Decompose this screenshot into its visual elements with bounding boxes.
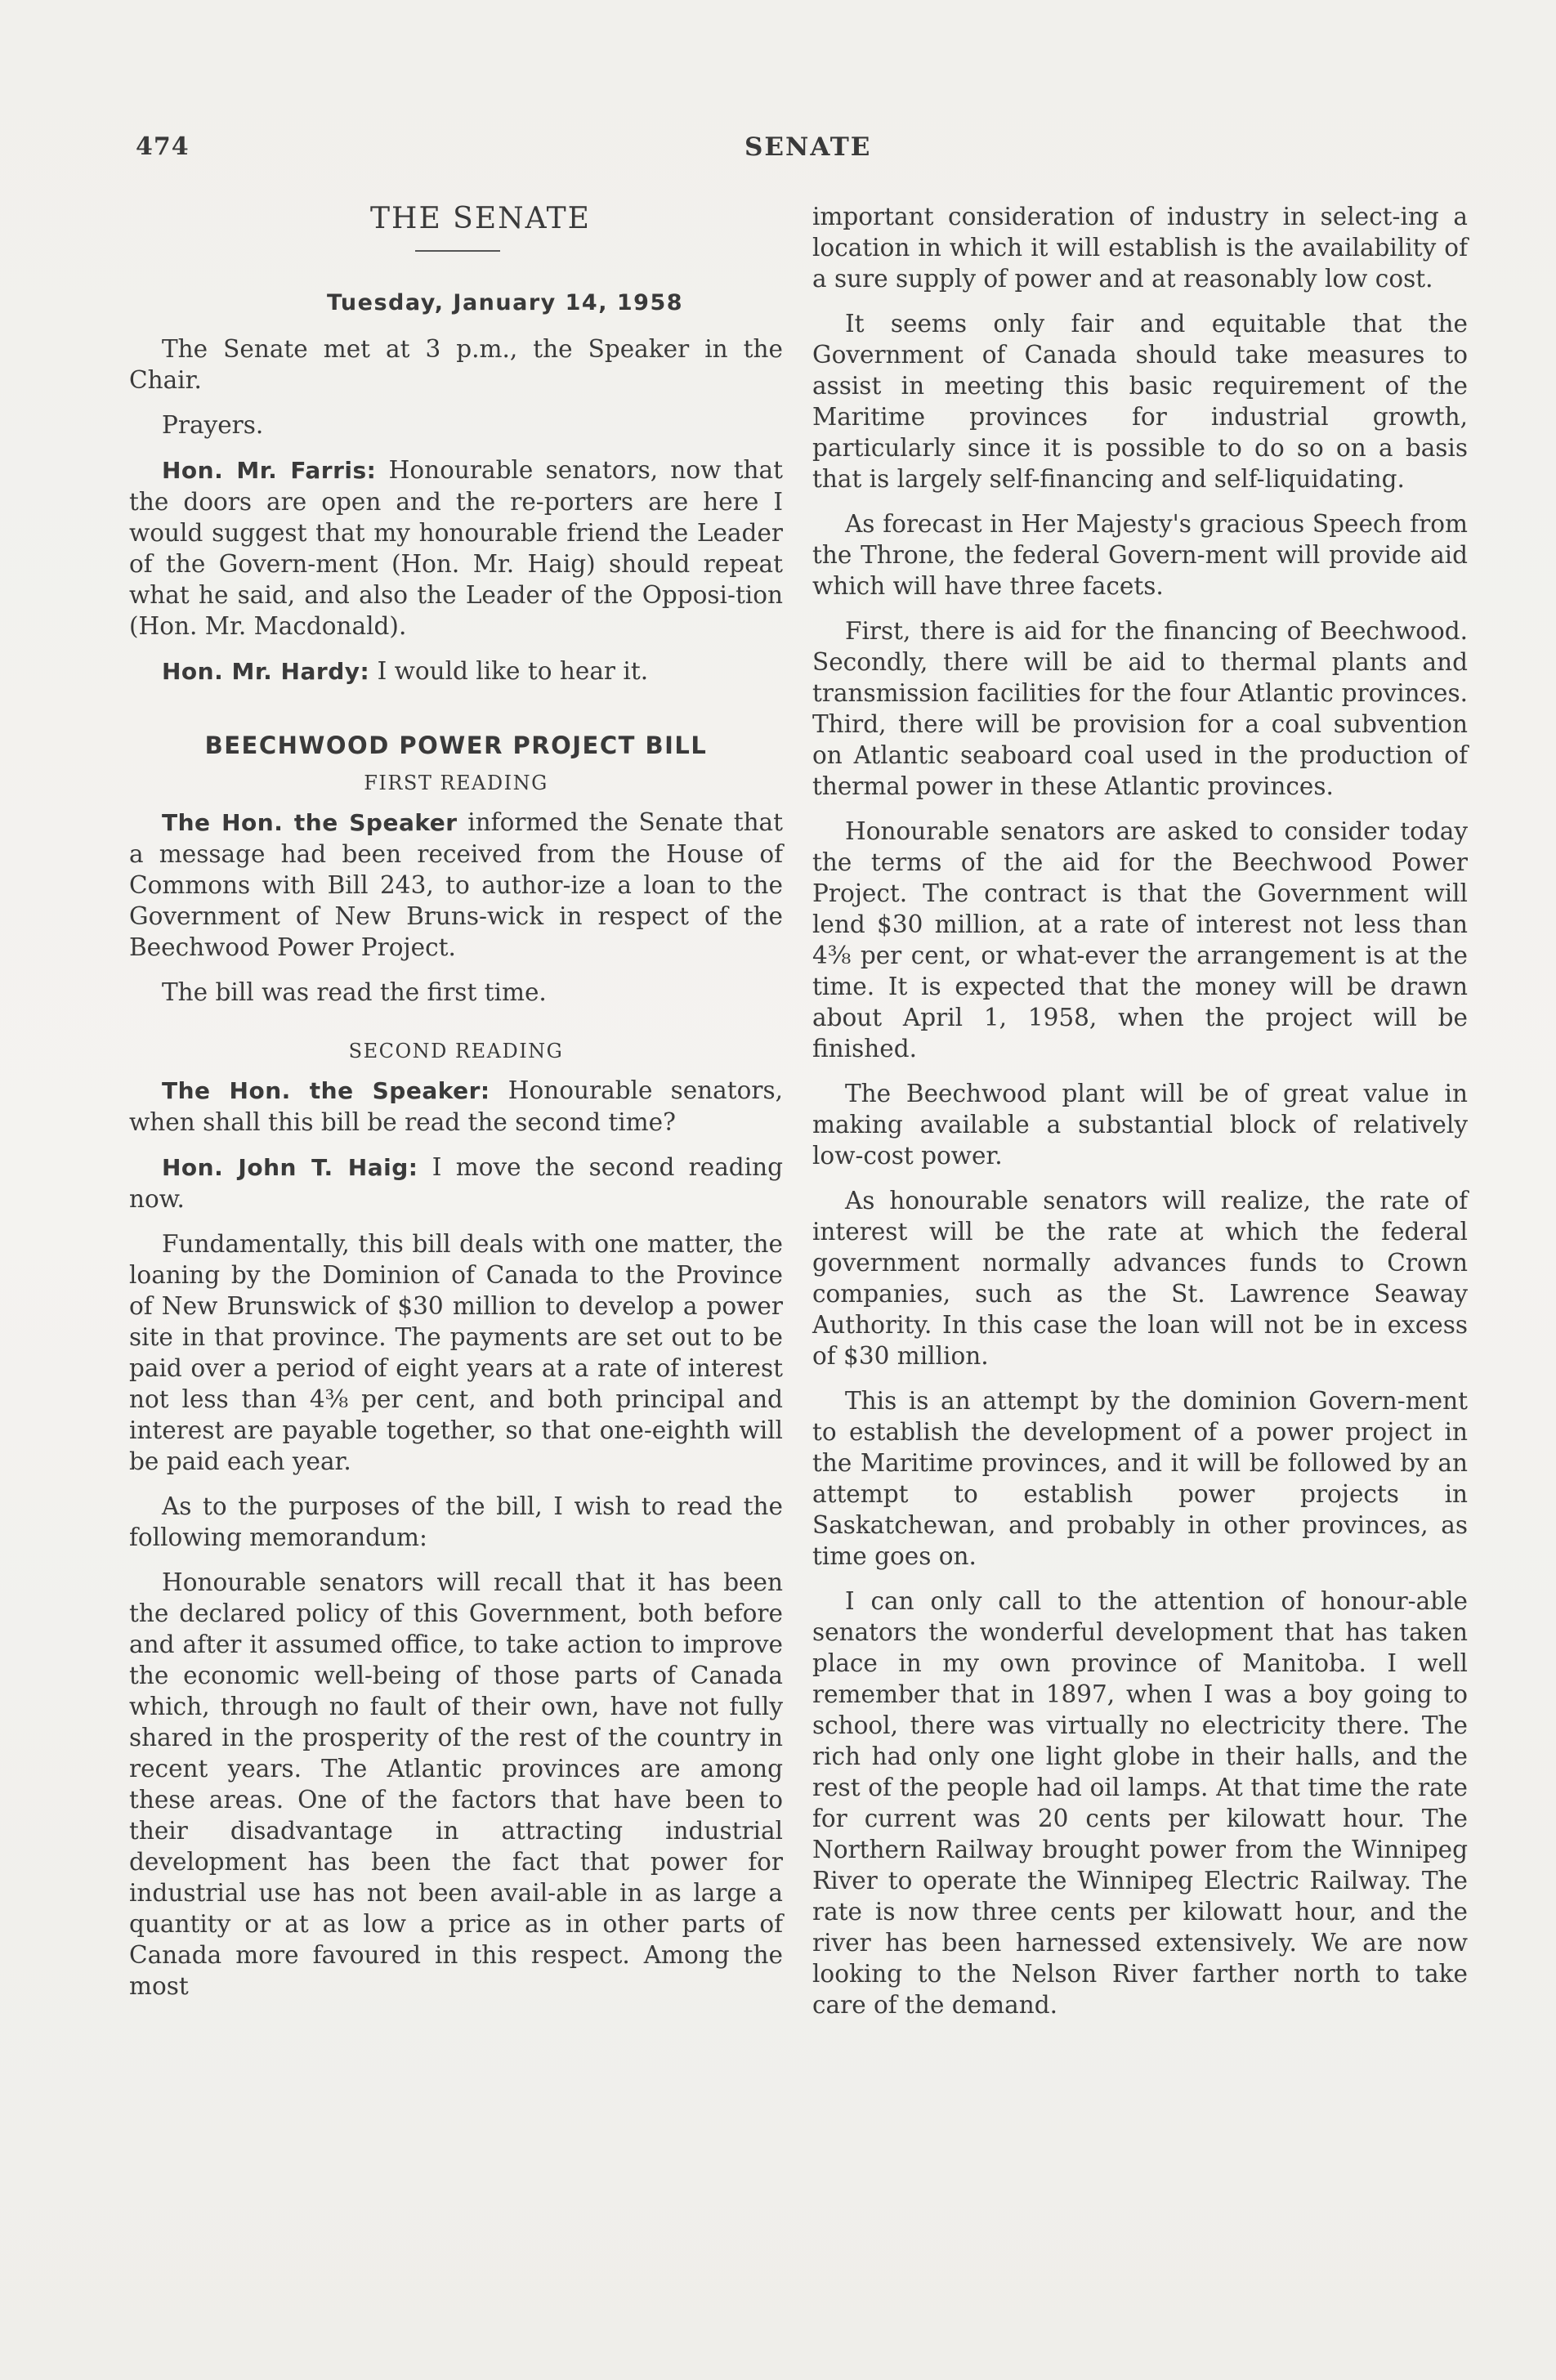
paragraph xyxy=(129,807,783,963)
paragraph: Fundamentally, this bill deals with one matter, the loaning by the Dominion of Canada to the Province of New Brunswick of $30 million to develop a power site in that province. The payments are set out to be paid over a period of eight years at a rate of interest not less than 4⅜ per cent, and both principal and interest are payable together, so that one-eighth will be paid each year. xyxy=(129,1230,783,1475)
section-title: THE SENATE xyxy=(370,202,591,235)
left-column xyxy=(129,201,783,2015)
running-title: SENATE xyxy=(744,132,872,162)
speaker-name: Hon. John T. Haig: xyxy=(162,1154,418,1181)
paragraph: The bill was read the first time. xyxy=(162,978,547,1006)
paragraph: As forecast in Her Majesty's gracious Speech from the Throne, the federal Govern-ment will provide aid which will have three facets. xyxy=(812,510,1468,600)
title-rule xyxy=(415,250,500,252)
paragraph: First, there is aid for the financing of Beechwood. Secondly, there will be aid to thermal plants and transmission facilities for the four Atlantic provinces. Third, there will be provision for a coal subvention on Atlantic seaboard coal used in the production of thermal power in these Atlantic provinces. xyxy=(812,617,1468,800)
speaker-name: The Hon. the Speaker: xyxy=(162,1077,490,1104)
paragraph: Honourable senators will recall that it has been the declared policy of this Government, both before and after it assumed office, to take action to improve the economic well-being of those parts of Canada which, through no fault of their own, have not fully shared in the prosperity of the rest of the country in recent years. The Atlantic provinces are among these areas. One of the factors that have been to their disadvantage in attracting industrial development has been the fact that power for industrial use has not been avail-able in as large a quantity or at as low a price as in other parts of Canada more favoured in this respect. Among the most xyxy=(129,1568,783,2000)
paragraph: This is an attempt by the dominion Govern-ment to establish the development of a power project in the Maritime provinces, and it will be followed by an attempt to establish power projects in Saskatchewan, and probably in other provinces, as time goes on. xyxy=(812,1387,1468,1570)
paragraph: It seems only fair and equitable that the Government of Canada should take measures to assist in meeting this basic requirement of the Maritime provinces for industrial growth, particularly since it is possible to do so on a basis that is largely self-financing and self-liquidating. xyxy=(812,310,1468,493)
paragraph: Honourable senators are asked to consider today the terms of the aid for the Beechwood Power Project. The contract is that the Government will lend $30 million, at a rate of interest not less than 4⅜ per cent, or what-ever the arrangement is at the time. It is expected that the money will be drawn about April 1, 1958, when the project will be finished. xyxy=(812,817,1468,1062)
paragraph: As honourable senators will realize, the rate of interest will be the rate at which the federal government normally advances funds to Crown companies, such as the St. Lawrence Seaway Authority. In this case the loan will not be in excess of $30 million. xyxy=(812,1187,1468,1370)
paragraph xyxy=(129,655,783,687)
right-column xyxy=(812,201,1468,2034)
paragraph: The Beechwood plant will be of great value in making available a substantial block of relatively low-cost power. xyxy=(812,1080,1468,1170)
paragraph: I can only call to the attention of honour-able senators the wonderful development that has taken place in my own province of Manitoba. I well remember that in 1897, when I was a boy going to school, there was virtually no electricity there. The rich had only one light globe in their halls, and the rest of the people had oil lamps. At that time the rate for current was 20 cents per kilowatt hour. The Northern Railway brought power from the Winnipeg River to operate the Winnipeg Electric Railway. The rate is now three cents per kilowatt hour, and the river has been harnessed extensively. We are now looking to the Nelson River farther north to take care of the demand. xyxy=(812,1587,1468,2019)
speaker-name: Hon. Mr. Hardy: xyxy=(162,658,370,685)
sitting-date: Tuesday, January 14, 1958 xyxy=(326,290,684,315)
speaker-name: Hon. Mr. Farris: xyxy=(162,457,377,484)
bill-title: BEECHWOOD POWER PROJECT BILL xyxy=(204,731,708,759)
paragraph: important consideration of industry in select-ing a location in which it will establish is the availability of a sure supply of power and at reasonably low cost. xyxy=(812,203,1468,293)
paragraph xyxy=(129,1075,783,1138)
speech-text: I move the second reading now. xyxy=(129,1153,784,1213)
paragraph: The Senate met at 3 p.m., the Speaker in the Chair. xyxy=(129,335,783,394)
paragraph xyxy=(129,1152,783,1215)
paragraph xyxy=(129,454,783,642)
speech-text: I would like to hear it. xyxy=(369,657,649,685)
page-number: 474 xyxy=(136,132,190,161)
paragraph: As to the purposes of the bill, I wish to read the following memorandum: xyxy=(129,1492,783,1551)
speech-text: Honourable senators, now that the doors are open and the re-porters are here I would suggest that my honourable friend the Leader of the Govern-ment (Hon. Mr. Haig) should repeat what he said, and also the Leader of the Opposi-tion (Hon. Mr. Macdonald). xyxy=(129,456,783,640)
paragraph: Prayers. xyxy=(162,411,264,439)
speech-text: informed the Senate that a message had been received from the House of Commons with Bill 243, to author-ize a loan to the Government of New Bruns-wick in respect of the Beechwood Power Project. xyxy=(129,808,784,961)
speaker-name: The Hon. the Speaker xyxy=(162,809,458,836)
first-reading-heading: FIRST READING xyxy=(364,772,548,794)
second-reading-heading: SECOND READING xyxy=(348,1040,564,1062)
running-head xyxy=(136,132,1556,165)
speech-text: Honourable senators, when shall this bill be read the second time? xyxy=(129,1076,783,1136)
